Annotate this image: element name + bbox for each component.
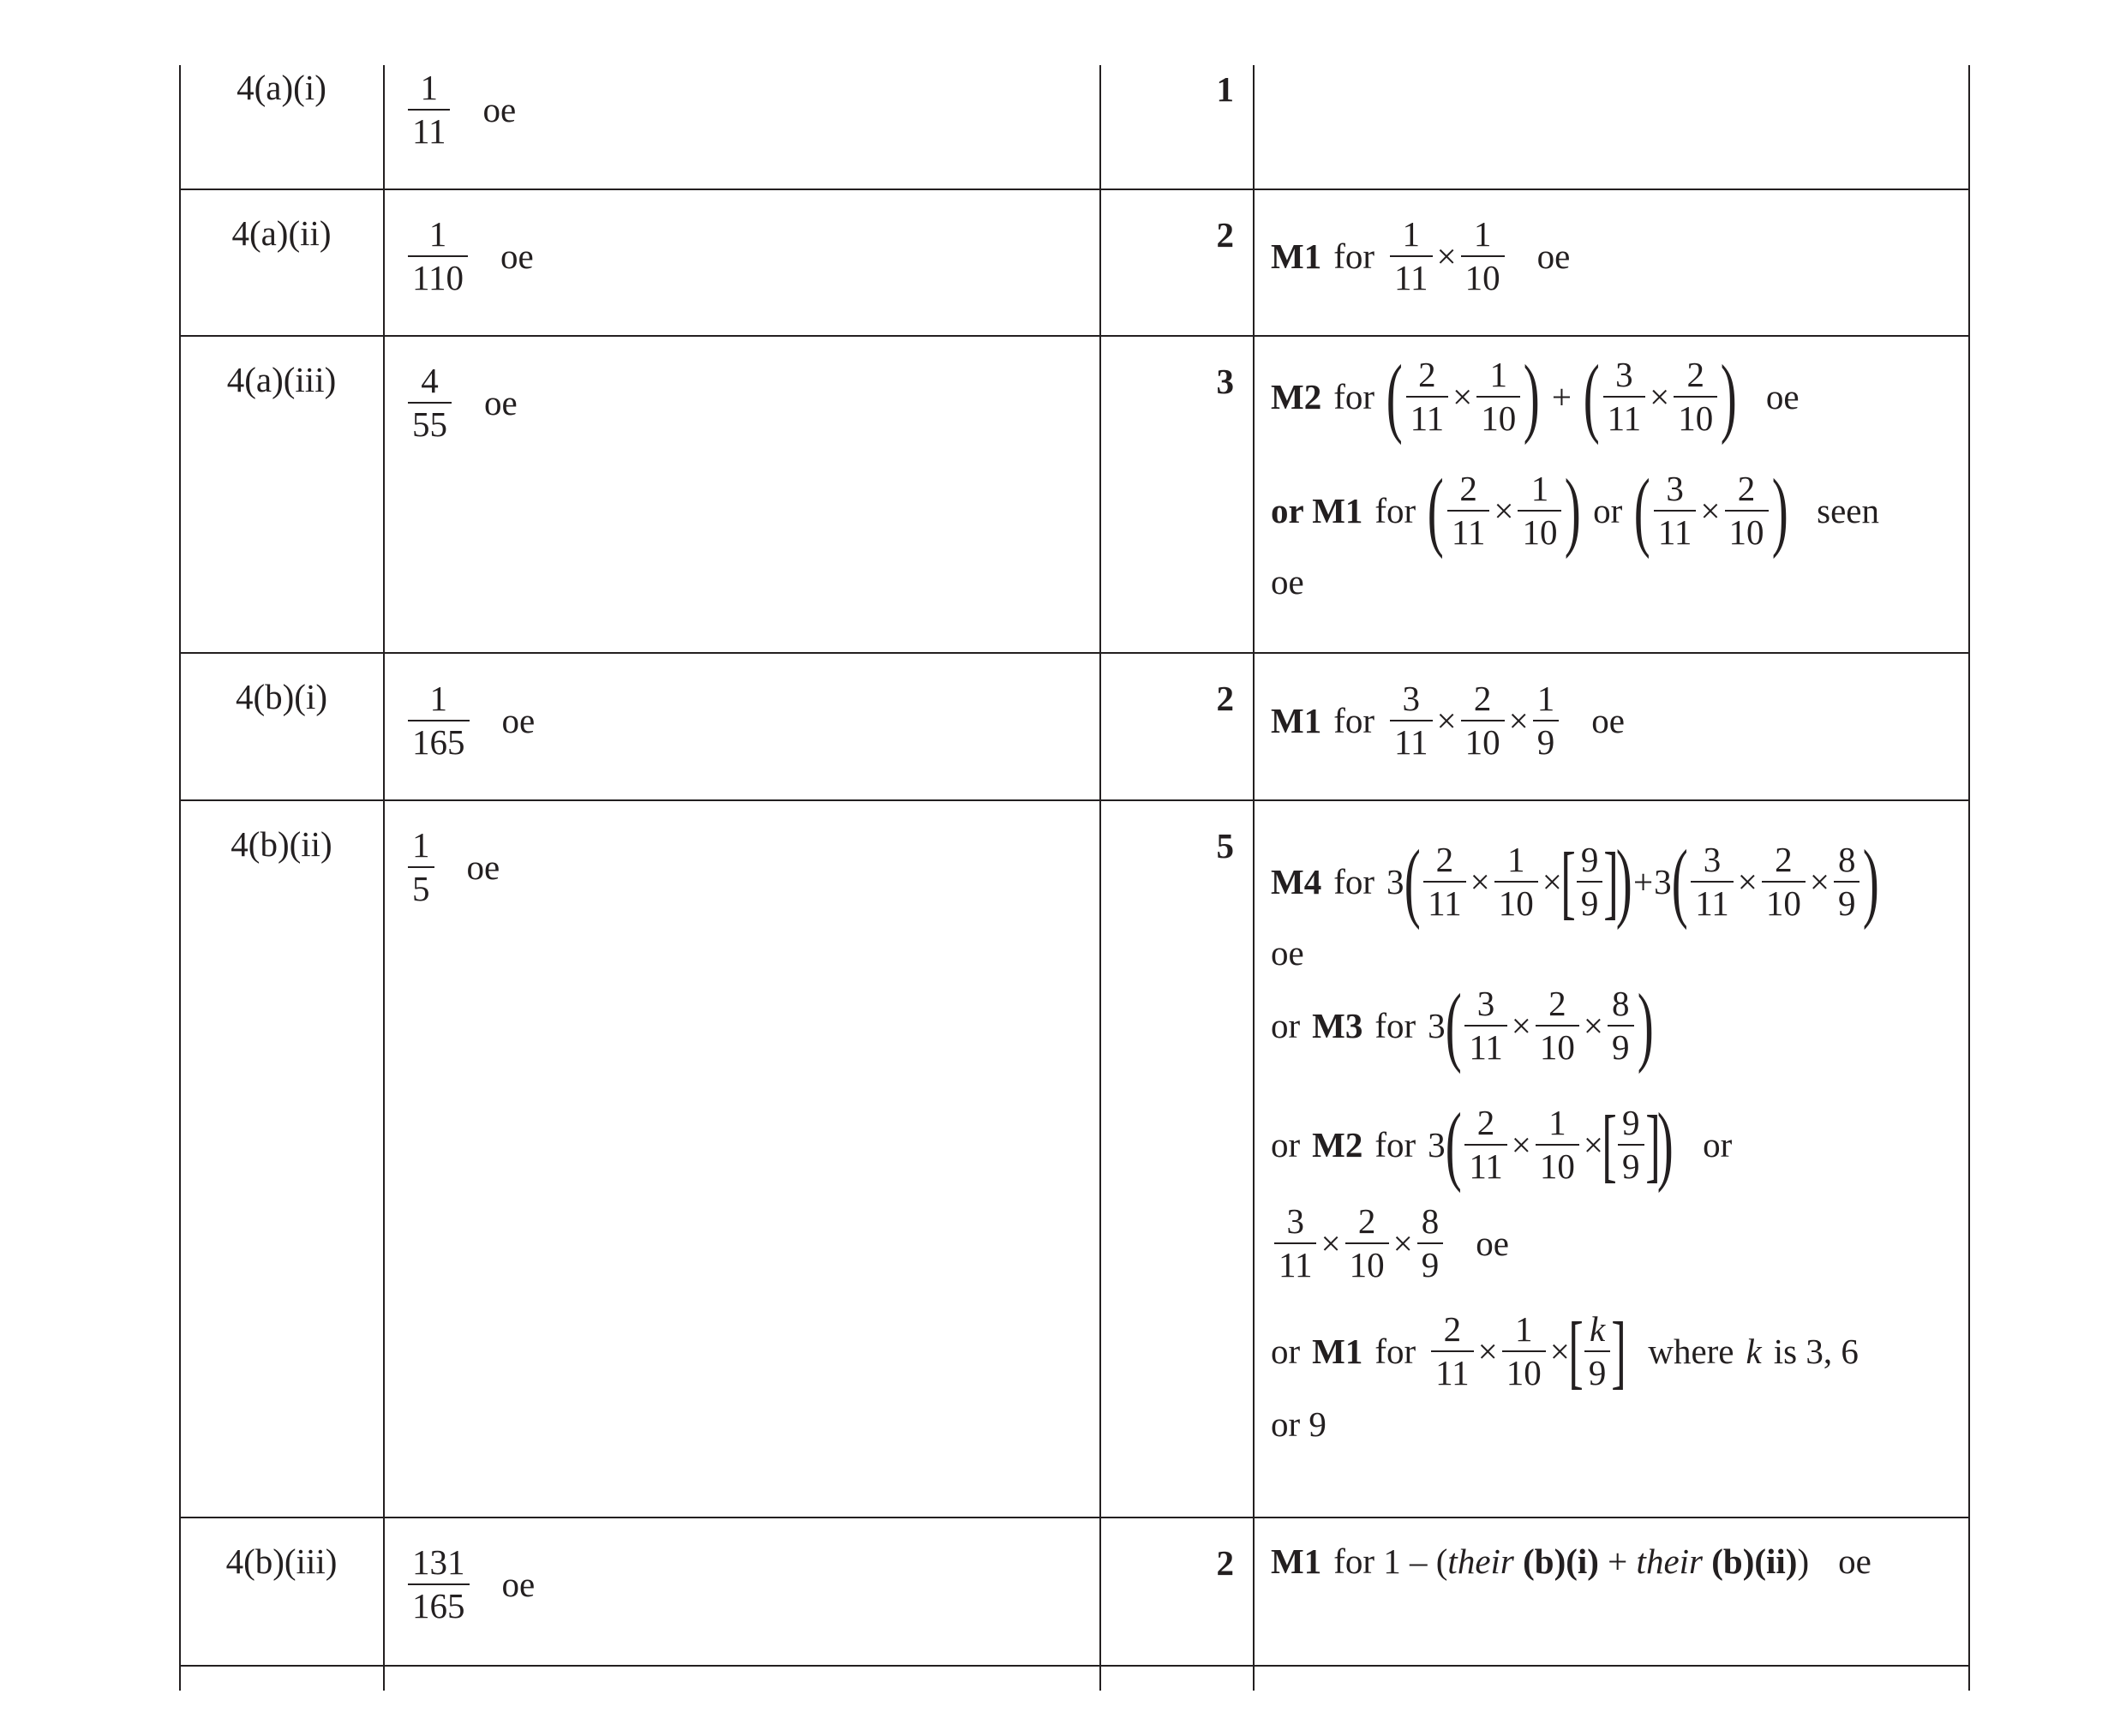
marks: 5 — [1216, 826, 1234, 865]
question-number: 4(b)(iii) — [225, 1541, 338, 1581]
answer-fraction: $\frac{131}{165}$ — [408, 1545, 470, 1624]
question-number: 4(b)(i) — [235, 677, 327, 716]
answer — [404, 1542, 536, 1625]
oe-note: oe — [484, 383, 518, 422]
row-divider — [179, 1665, 1970, 1667]
oe-note: oe — [501, 1565, 536, 1604]
row-divider — [179, 335, 1970, 337]
oe-note: oe — [501, 701, 536, 740]
column-divider-answer — [383, 65, 385, 1691]
answer-fraction: $\frac{1}{165}$ — [408, 681, 470, 760]
guidance: M4 for 3 ( $\frac{2}{11}$ × $\frac{1}{10}$ × [ $\frac{9}{9}$ ] ) + 3 ( $\frac{3}{11}$ × $\frac{2}{10}$ × $\frac{8}{9}$ ) oe or M3 for 3 ( $\frac{3}{11}$ × $\frac{2}{10}$ × $\frac{8}{9}$ ) or M2 for 3 ( $\frac{2}{11}$ × $\frac{1}{10}$ × [ $\frac{9}{9}$ ] ) or $\frac{3}{11}$ × $\frac{2}{10}$ × $\frac{8}{9}$ oe or M1 for $\frac{2}{11}$ × $\frac{1}{10}$ × [ $\frac{k}{9}$ ] where k is 3, 6 or 9 — [1271, 832, 1880, 1444]
table-border-right — [1968, 65, 1970, 1691]
guidance: M1 for $\frac{1}{11}$ × $\frac{1}{10}$ oe — [1271, 214, 1571, 297]
answer — [404, 214, 534, 297]
row-divider — [179, 189, 1970, 190]
answer-fraction: $\frac{1}{110}$ — [408, 217, 468, 296]
question-number: 4(a)(i) — [237, 68, 326, 107]
question-number: 4(b)(ii) — [231, 824, 332, 864]
oe-note: oe — [500, 236, 534, 276]
table-border-left — [179, 65, 181, 1691]
column-divider-marks — [1099, 65, 1101, 1691]
answer-fraction: $\frac{4}{55}$ — [408, 363, 452, 442]
answer — [404, 363, 518, 442]
answer-fraction: $\frac{1}{5}$ — [408, 828, 434, 907]
question-number: 4(a)(ii) — [231, 213, 332, 253]
column-divider-guidance — [1253, 65, 1255, 1691]
answer — [404, 681, 535, 760]
row-divider — [179, 652, 1970, 654]
guidance: M2 for ( $\frac{2}{11}$ × $\frac{1}{10}$ ) + ( $\frac{3}{11}$ × $\frac{2}{10}$ ) oe or M1 for ( $\frac{2}{11}$ × $\frac{1}{10}$ ) or ( $\frac{3}{11}$ × $\frac{2}{10}$ ) seen oe — [1271, 347, 1880, 602]
marks: 3 — [1216, 362, 1234, 401]
marks: 2 — [1216, 679, 1234, 718]
guidance: M1 for 1 – (their (b)(i) + their (b)(ii)) oe — [1271, 1541, 1871, 1581]
marks: 2 — [1216, 215, 1234, 254]
question-number: 4(a)(iii) — [226, 360, 337, 399]
answer — [404, 825, 500, 908]
oe-note: oe — [466, 847, 500, 887]
row-divider — [179, 1517, 1970, 1518]
marks: 1 — [1216, 69, 1234, 109]
guidance: M1 for $\frac{3}{11}$ × $\frac{2}{10}$ × $\frac{1}{9}$ oe — [1271, 679, 1625, 762]
answer — [404, 70, 516, 149]
oe-note: oe — [482, 90, 517, 129]
row-divider — [179, 799, 1970, 801]
answer-fraction: $\frac{1}{11}$ — [408, 70, 450, 149]
marks: 2 — [1216, 1543, 1234, 1583]
